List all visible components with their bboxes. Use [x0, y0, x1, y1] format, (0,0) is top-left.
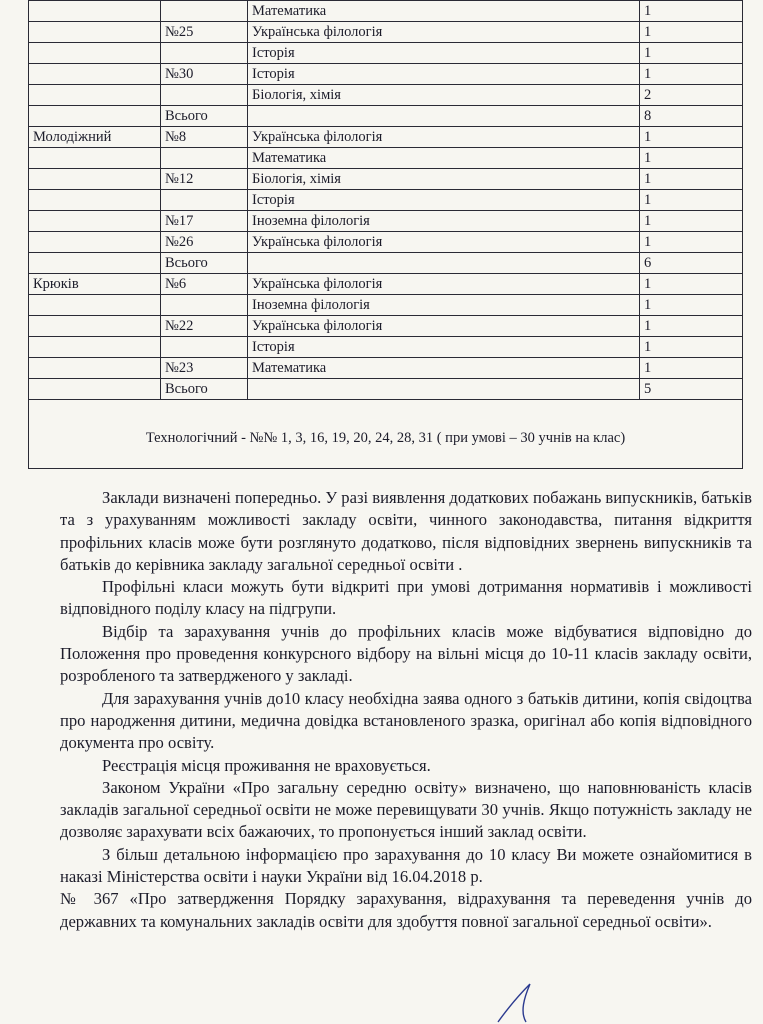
district-cell: [29, 295, 161, 316]
table-row: [29, 1, 743, 22]
subject-cell: Українська філологія: [248, 274, 640, 295]
subject-cell: Історія: [248, 337, 640, 358]
count-cell: 1: [640, 22, 743, 43]
school-cell: [161, 1, 248, 22]
subject-cell: Іноземна філологія: [248, 211, 640, 232]
table-row: [29, 43, 743, 64]
count-cell: 1: [640, 127, 743, 148]
district-cell: [29, 43, 161, 64]
district-cell: [29, 379, 161, 400]
table-row: [29, 148, 743, 169]
school-cell: [161, 337, 248, 358]
subject-cell: Історія: [248, 190, 640, 211]
count-cell: 1: [640, 274, 743, 295]
subject-cell: Українська філологія: [248, 232, 640, 253]
school-cell: №12: [161, 169, 248, 190]
count-cell: 1: [640, 295, 743, 316]
paragraph-class-size-law: Законом України «Про загальну середню освіту» визначено, що наповнюваність класів закладів загальної середньої освіти не може перевищувати 30 учнів. Якщо потужність закладу не дозволяє зарахувати всіх бажаючих, то пропонується інший заклад освіти.: [60, 777, 752, 842]
table-row: [29, 22, 743, 43]
school-cell: №25: [161, 22, 248, 43]
school-cell: №22: [161, 316, 248, 337]
district-cell: [29, 232, 161, 253]
school-cell: [161, 190, 248, 211]
subject-cell: [248, 106, 640, 127]
paragraph-selection: Відбір та зарахування учнів до профільних класів може відбуватися відповідно до Положення про проведення конкурсного відбору на вільні місця до 10-11 класів закладу освіти, розробленого та затвердженого у закладі.: [60, 621, 752, 686]
count-cell: 8: [640, 106, 743, 127]
count-cell: 1: [640, 232, 743, 253]
school-cell: Всього: [161, 379, 248, 400]
district-cell: [29, 148, 161, 169]
subject-cell: Біологія, хімія: [248, 85, 640, 106]
paragraph-enrollment-documents: Для зарахування учнів до10 класу необхідна заява одного з батьків дитини, копія свідоцтва про народження дитини, медична довідка встановленого зразка, оригінал або копія відповідного документа про освіту.: [60, 688, 752, 753]
district-cell: [29, 106, 161, 127]
table-row: [29, 169, 743, 190]
school-cell: Всього: [161, 253, 248, 274]
count-cell: 1: [640, 169, 743, 190]
subject-cell: [248, 379, 640, 400]
school-cell: №6: [161, 274, 248, 295]
subject-cell: Іноземна філологія: [248, 295, 640, 316]
school-cell: [161, 148, 248, 169]
table-row: [29, 190, 743, 211]
paragraph-preliminary-schools: Заклади визначені попередньо. У разі виявлення додаткових побажань випускників, батьків та з урахуванням можливості закладу освіти, чинного законодавства, питання відкриття профільних класів може бути розглянуто додатково, після відповідних звернень випускників та батьків до керівника закладу загальної середньої освіти .: [60, 488, 752, 574]
district-cell: [29, 211, 161, 232]
subject-cell: Біологія, хімія: [248, 169, 640, 190]
table-row: [29, 337, 743, 358]
district-cell: [29, 64, 161, 85]
subject-cell: Математика: [248, 358, 640, 379]
subject-cell: Математика: [248, 1, 640, 22]
count-cell: 1: [640, 64, 743, 85]
subject-cell: Історія: [248, 43, 640, 64]
district-cell: [29, 22, 161, 43]
table-row: [29, 211, 743, 232]
table-row: [29, 379, 743, 400]
table-row: [29, 64, 743, 85]
paragraph-order-367: № 367 «Про затвердження Порядку зарахування, відрахування та переведення учнів до державних та комунальних закладів освіти для здобуття повної загальної середньої освіти».: [60, 889, 752, 931]
district-cell: [29, 85, 161, 106]
school-cell: Всього: [161, 106, 248, 127]
subject-cell: Українська філологія: [248, 316, 640, 337]
table-row: [29, 274, 743, 295]
district-cell: [29, 169, 161, 190]
table-row: [29, 127, 743, 148]
district-cell: [29, 190, 161, 211]
subject-cell: [248, 253, 640, 274]
school-cell: №8: [161, 127, 248, 148]
count-cell: 2: [640, 85, 743, 106]
school-cell: [161, 295, 248, 316]
table-row: [29, 316, 743, 337]
count-cell: 1: [640, 316, 743, 337]
table-row: [29, 106, 743, 127]
document-body: [60, 487, 752, 933]
count-cell: 1: [640, 148, 743, 169]
count-cell: 1: [640, 43, 743, 64]
school-cell: №30: [161, 64, 248, 85]
district-cell: [29, 1, 161, 22]
profile-classes-table: [28, 0, 743, 469]
district-cell: [29, 253, 161, 274]
signature-stroke: [490, 978, 550, 1024]
school-cell: №23: [161, 358, 248, 379]
paragraph-profile-classes: Профільні класи можуть бути відкриті при умові дотримання нормативів і можливості відповідного поділу класу на підгрупи.: [60, 577, 752, 619]
paragraph-more-info: З більш детальною інформацією про зарахування до 10 класу Ви можете ознайомитися в наказі Міністерства освіти і науки України від 16.04.2018 р.: [60, 844, 752, 887]
school-cell: [161, 85, 248, 106]
school-cell: №17: [161, 211, 248, 232]
count-cell: 5: [640, 379, 743, 400]
count-cell: 1: [640, 1, 743, 22]
table-row: [29, 85, 743, 106]
subject-cell: Історія: [248, 64, 640, 85]
subject-cell: Українська філологія: [248, 127, 640, 148]
district-cell: [29, 316, 161, 337]
district-cell: Молодіжний: [29, 127, 161, 148]
district-cell: [29, 337, 161, 358]
table-note-row: [29, 400, 743, 469]
subject-cell: Математика: [248, 148, 640, 169]
paragraph-registration: Реєстрація місця проживання не враховується.: [102, 755, 431, 775]
table-row: [29, 253, 743, 274]
count-cell: 1: [640, 358, 743, 379]
count-cell: 1: [640, 190, 743, 211]
school-cell: [161, 43, 248, 64]
table-row: [29, 295, 743, 316]
district-cell: Крюків: [29, 274, 161, 295]
table-row: [29, 358, 743, 379]
count-cell: 1: [640, 337, 743, 358]
subject-cell: Українська філологія: [248, 22, 640, 43]
district-cell: [29, 358, 161, 379]
table-row: [29, 232, 743, 253]
technology-profile-note: Технологічний - №№ 1, 3, 16, 19, 20, 24, 28, 31 ( при умові – 30 учнів на клас): [29, 400, 743, 469]
district-schools-table: [28, 0, 742, 470]
school-cell: №26: [161, 232, 248, 253]
count-cell: 6: [640, 253, 743, 274]
count-cell: 1: [640, 211, 743, 232]
